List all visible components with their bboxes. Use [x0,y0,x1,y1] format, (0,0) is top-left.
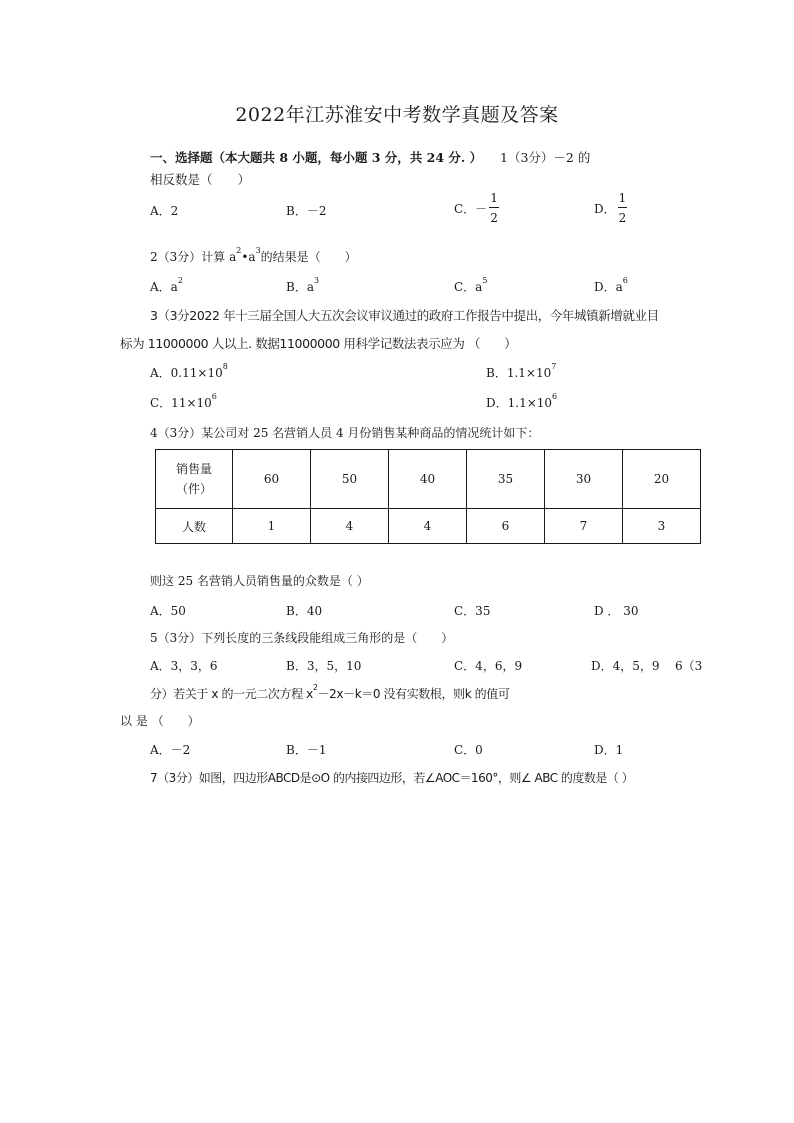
q5-option-d: D．4，5，9 [591,659,660,673]
q2-exponent: 3 [255,246,261,255]
q2-option-a [150,278,183,295]
q3-stem-line1: 3（3分2022 年十三届全国人大五次会议审议通过的政府工作报告中提出，今年城镇新增就业目 [150,308,659,323]
q4-stem: 4（3分）某公司对 25 名营销人员 4 月份销售某种商品的情况统计如下： [150,426,540,440]
fraction-denominator: 2 [618,211,627,225]
table-cell: 35 [467,450,545,509]
option-exponent: 8 [222,362,228,371]
q3-option-a [150,364,228,381]
table-cell: 7 [545,509,623,544]
table-cell: 40 [389,450,467,509]
fraction-denominator: 2 [490,211,498,225]
q6-stem-text: －2x－k＝0 没有实数根，则k 的值可 [317,687,510,701]
option-text: B．1.1×10 [486,366,552,380]
q1-option-c-fraction [489,192,499,224]
q6-exponent: 2 [312,683,318,692]
table-row [156,509,701,544]
table-cell: 60 [233,450,311,509]
q3-option-b [486,364,556,381]
table-cell: 6 [467,509,545,544]
fraction-numerator: 1 [618,192,628,208]
q2-exponent: 2 [236,246,242,255]
table-cell: 1 [233,509,311,544]
q3-stem-line2: 标为 11000000 人以上. 数据11000000 用科学记数法表示应为 （ ） [120,336,517,351]
q2-option-b [286,278,319,295]
q1-option-d-fraction [618,192,628,224]
q1-option-a: A．2 [150,204,179,218]
table-header-unit: （件） [175,482,212,496]
q1-option-d [594,192,627,224]
q4-question: 则这 25 名营销人员销售量的众数是（ ） [150,574,369,588]
q2-stem-text: 2（3分）计算 a [150,250,237,264]
option-text: D．a [594,280,623,294]
q7-stem: 7（3分）如图，四边形ABCD是⊙O 的内接四边形，若∠AOC＝160°，则∠ ABC 的度数是（ ） [150,771,634,785]
table-cell: 20 [623,450,701,509]
option-exponent: 7 [551,362,557,371]
q5-option-c: C．4，6，9 [454,659,523,673]
q1-option-b: B．－2 [286,204,327,218]
q3-option-c [150,394,217,411]
option-exponent: 3 [313,276,320,285]
q6-option-b: B．－1 [286,743,327,757]
option-text: B．a [286,280,314,294]
table-cell: 3 [623,509,701,544]
table-header-label: 销售量 [175,462,212,476]
q6-option-d: D．1 [594,743,624,757]
table-header-cell [156,450,233,509]
q5-stem: 5（3分）下列长度的三条线段能组成三角形的是（ ） [150,631,454,645]
q2-stem-text: •a [241,250,256,264]
option-text: A．a [150,280,178,294]
q1-stem-continued: 相反数是（ ） [150,172,251,187]
section-heading: 一、选择题（本大题共 8 小题，每小题 3 分，共 24 分. ） [150,150,483,165]
q2-option-d [594,278,628,295]
q6-option-c: C．0 [454,743,483,757]
option-exponent: 6 [552,392,558,401]
page-title: 2022年江苏淮安中考数学真题及答案 [235,104,559,126]
table-row [156,450,701,509]
q1-stem: 1（3分）－2 的 [500,150,591,165]
q6-stem-line1 [150,685,509,702]
option-text: A．0.11×10 [150,366,223,380]
table-cell: 30 [545,450,623,509]
option-exponent: 6 [211,392,217,401]
q3-option-d [486,394,557,411]
q1-option-d-prefix: D． [594,201,616,216]
option-exponent: 2 [177,276,183,285]
option-exponent: 6 [622,276,628,285]
option-text: D．1.1×10 [486,396,553,410]
option-text: C．11×10 [150,396,212,410]
table-cell: 4 [389,509,467,544]
q6-stem-text: 分）若关于 x 的一元二次方程 x [150,687,313,701]
q5-option-b: B．3，5，10 [286,659,362,673]
q1-option-c [454,192,499,224]
q2-stem [150,248,357,265]
q4-option-a: A．50 [150,604,186,618]
q2-stem-text: 的结果是（ ） [260,250,357,264]
table-header-cell: 人数 [156,509,233,544]
q6-option-a: A．－2 [150,743,191,757]
option-exponent: 5 [482,276,488,285]
table-cell: 4 [311,509,389,544]
q6-stem-line2: 以 是 （ ） [120,714,200,728]
q2-option-c [454,278,487,295]
q4-option-b: B．40 [286,604,323,618]
sales-table [155,449,701,544]
q1-option-c-prefix: C．－ [454,201,488,216]
q4-option-d: D ． 30 [594,604,639,618]
option-text: C．a [454,280,483,294]
q5-option-a: A．3，3，6 [150,659,218,673]
q6-number: 6（3 [675,659,703,673]
table-cell: 50 [311,450,389,509]
q4-option-c: C．35 [454,604,491,618]
fraction-numerator: 1 [489,192,499,208]
